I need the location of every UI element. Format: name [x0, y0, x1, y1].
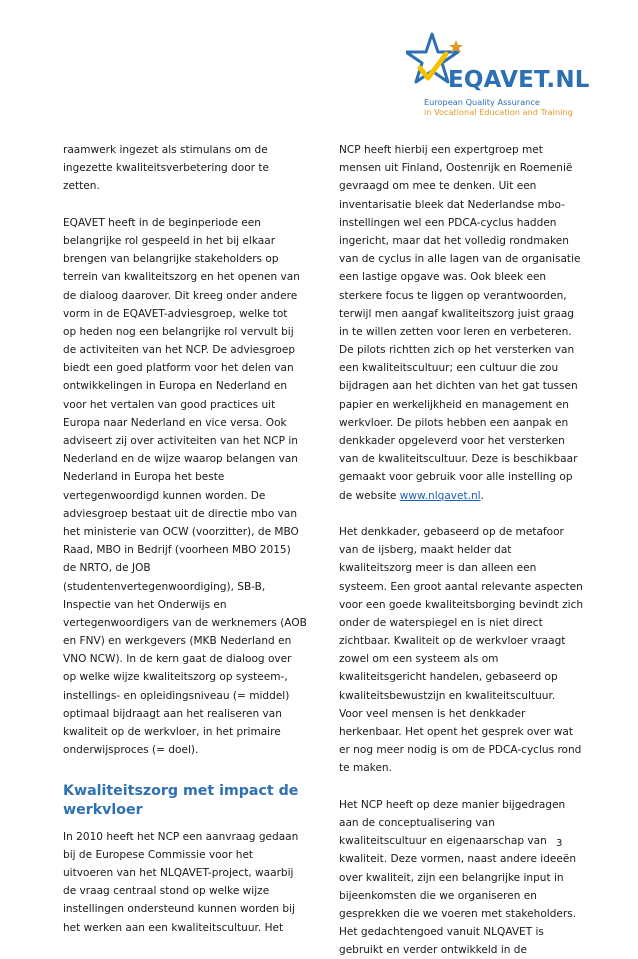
text-line: aan de conceptualisering van	[339, 816, 495, 829]
heading-line: werkvloer	[63, 801, 143, 818]
eqavet-logo	[400, 26, 600, 126]
text-line: Inspectie van het Onderwijs en	[63, 598, 227, 611]
text-line: in te willen zetten voor leren en verbeteren.	[339, 325, 572, 338]
text-line: uitvoeren van het NLQAVET-project, waarbij	[63, 866, 294, 879]
paragraph-denkkader	[339, 523, 584, 778]
logo-subtitle-1: European Quality Assurance	[424, 97, 540, 107]
text-line: bijdragen aan het dichten van het gat tussen	[339, 380, 578, 393]
text-line: het werken aan een kwaliteitscultuur. Het	[63, 921, 284, 934]
text-line: herkenbaar. Het opent het gesprek over wat	[339, 726, 574, 738]
text-line: Nederland en de wijze waarop belangen van	[63, 453, 298, 466]
text-line: optimaal bijdraagt aan het realiseren van	[63, 707, 282, 720]
text-line: terrein van kwaliteitszorg en het openen van	[63, 271, 300, 284]
text-line: adviseert zij over activiteiten van het NCP in	[63, 435, 298, 447]
text-line: kwaliteit. Deze vormen, naast andere ideeën	[339, 853, 577, 866]
text-line: op heden nog een belangrijke rol vervult bij	[63, 325, 294, 338]
text-line: mensen uit Finland, Oostenrijk en Roemenië	[339, 162, 573, 175]
text-line: sterkere focus te liggen op verantwoorden,	[339, 289, 567, 302]
website-link[interactable]: www.nlqavet.nl	[399, 489, 481, 502]
text-line: een kwaliteitscultuur; een cultuur die zou	[339, 362, 559, 375]
text-line: van de ijsberg, maakt helder dat	[339, 544, 512, 557]
text-line: kwaliteitszorg meer is dan alleen een	[339, 562, 537, 575]
paragraph-expert-group	[339, 141, 581, 505]
text-line: papier en werkelijkheid en management en	[339, 398, 569, 411]
text-line: gesprekken die we voeren met stakeholders.	[339, 907, 577, 920]
text-line: van de cyclus in alle lagen van de organisatie	[339, 253, 581, 266]
paragraph-2010	[63, 828, 299, 937]
text-line: instellingen wel een PDCA-cyclus hadden	[339, 216, 557, 229]
text-line: Het gedachtengoed vanuit NLQAVET is	[339, 926, 544, 939]
text-line: zowel om een systeem als om	[339, 653, 499, 666]
text-line: Voor veel mensen is het denkkader	[339, 707, 526, 720]
text-line: voor een goede kwaliteitsborging bevindt zich	[339, 598, 584, 611]
paragraph-eqavet	[63, 214, 307, 760]
text-line: te maken.	[339, 762, 392, 775]
logo-name: EQAVET.NL	[448, 67, 590, 93]
text-line: inventarisatie bleek dat Nederlandse mbo-	[339, 198, 565, 211]
heading-line: Kwaliteitszorg met impact de	[63, 782, 299, 799]
text-line: kwaliteitscultuur en eigenaarschap van	[339, 835, 547, 848]
text-line: systeem. Een groot aantal relevante aspecten	[339, 580, 583, 593]
text-line: adviesgroep bestaat uit de directie mbo van	[63, 507, 298, 520]
text-line: kwaliteitsgericht handelen, gebaseerd op	[339, 671, 558, 684]
text-line: op welke wijze kwaliteitszorg op systeem-,	[63, 671, 288, 684]
text-line: over kwaliteit, zijn een belangrijke input in	[339, 871, 564, 884]
text-line: VNO NCW). In de kern gaat de dialoog over	[63, 653, 292, 666]
text-line: onder de waterspiegel en is niet direct	[339, 616, 543, 629]
right-column	[339, 141, 584, 959]
text-line: De pilots richtten zich op het versterken van	[339, 344, 575, 357]
text-line: een lastige opgave was. Ook bleek een	[339, 271, 547, 284]
text-line: gebruikt en verder ontwikkeld in de	[339, 944, 527, 957]
text-line: het ministerie van OCW (voorzitter), de MBO	[63, 525, 299, 538]
text-line: bij de Europese Commissie voor het	[63, 848, 254, 861]
text-line: werkvloer. De pilots hebben een aanpak en	[339, 416, 569, 429]
text-line: bijeenkomsten die we organiseren en	[339, 889, 537, 902]
paragraph-intro	[63, 141, 295, 196]
left-column	[63, 141, 307, 937]
text-line: ingezette kwaliteitsverbetering door te	[63, 162, 269, 175]
text-line: voor het vertalen van good practices uit	[63, 398, 276, 411]
text-line: en FNV) en werkgevers (MKB Nederland en	[63, 635, 292, 648]
text-fragment: .	[480, 489, 484, 502]
text-line: instellings- en opleidingsniveau (= middel)	[63, 689, 290, 702]
text-line: er nog meer nodig is om de PDCA-cyclus rond	[339, 744, 582, 757]
text-line: ingericht, maar dat het volledig rondmaken	[339, 234, 569, 247]
text-line: onderwijsproces (= doel).	[63, 744, 199, 757]
text-line: terwijl men aangaf kwaliteitszorg juist graag	[339, 307, 574, 320]
text-line: zetten.	[63, 180, 100, 193]
text-line: kwaliteit op de werkvloer, in het primaire	[63, 726, 281, 738]
text-line: belangrijke rol gespeeld in het bij elkaar	[63, 234, 276, 247]
text-line: vertegenwoordigd kunnen worden. De	[63, 489, 266, 502]
text-line-with-link	[339, 487, 571, 505]
text-line: EQAVET heeft in de beginperiode een	[63, 216, 261, 229]
text-line: NCP heeft hierbij een expertgroep met	[339, 144, 543, 156]
text-line: raamwerk ingezet als stimulans om de	[63, 144, 268, 156]
text-line: biedt een goed platform voor het delen van	[63, 362, 294, 375]
text-line: vorm in de EQAVET-adviesgroep, welke tot	[63, 307, 288, 320]
text-line: Het denkkader, gebaseerd op de metafoor	[339, 525, 564, 538]
page-number: 3	[556, 838, 563, 849]
text-line: kwaliteitsbewustzijn en kwaliteitscultuur.	[339, 689, 556, 702]
text-line: (studentenvertegenwoordiging), SB-B,	[63, 580, 266, 593]
text-line: brengen van belangrijke stakeholders op	[63, 253, 279, 266]
text-line: Raad, MBO in Bedrijf (voorheen MBO 2015)	[63, 544, 291, 557]
paragraph-ncp-contribution	[339, 796, 577, 959]
text-line: Nederland in Europa het beste	[63, 471, 225, 484]
text-line: In 2010 heeft het NCP een aanvraag gedaan	[63, 830, 299, 843]
text-line: de dialoog daarover. Dit kreeg onder andere	[63, 289, 298, 302]
text-line: gemaakt voor gebruik voor alle instelling op	[339, 471, 573, 484]
text-line: denkkader opgeleverd voor het versterken	[339, 435, 565, 447]
text-line: vertegenwoordigers van de werknemers (AOB	[63, 616, 307, 629]
text-line: Europa naar Nederland en vice versa. Ook	[63, 416, 287, 429]
text-fragment: de website	[339, 489, 400, 502]
text-line: de NRTO, de JOB	[63, 562, 151, 575]
section-heading	[63, 782, 299, 820]
text-line: de activiteiten van het NCP. De adviesgroep	[63, 344, 296, 357]
logo-subtitle-2: in Vocational Education and Training	[424, 107, 573, 117]
text-line: van de kwaliteitscultuur. Deze is beschikbaar	[339, 453, 578, 466]
text-line: de vraag centraal stond op welke wijze	[63, 885, 270, 898]
text-line: zichtbaar. Kwaliteit op de werkvloer vraagt	[339, 635, 566, 648]
text-line: instellingen ondersteund kunnen worden bij	[63, 903, 295, 916]
text-line: gevraagd om mee te denken. Uit een	[339, 180, 537, 193]
text-line: ontwikkelingen in Europa en Nederland en	[63, 380, 288, 393]
text-line: Het NCP heeft op deze manier bijgedragen	[339, 798, 566, 811]
